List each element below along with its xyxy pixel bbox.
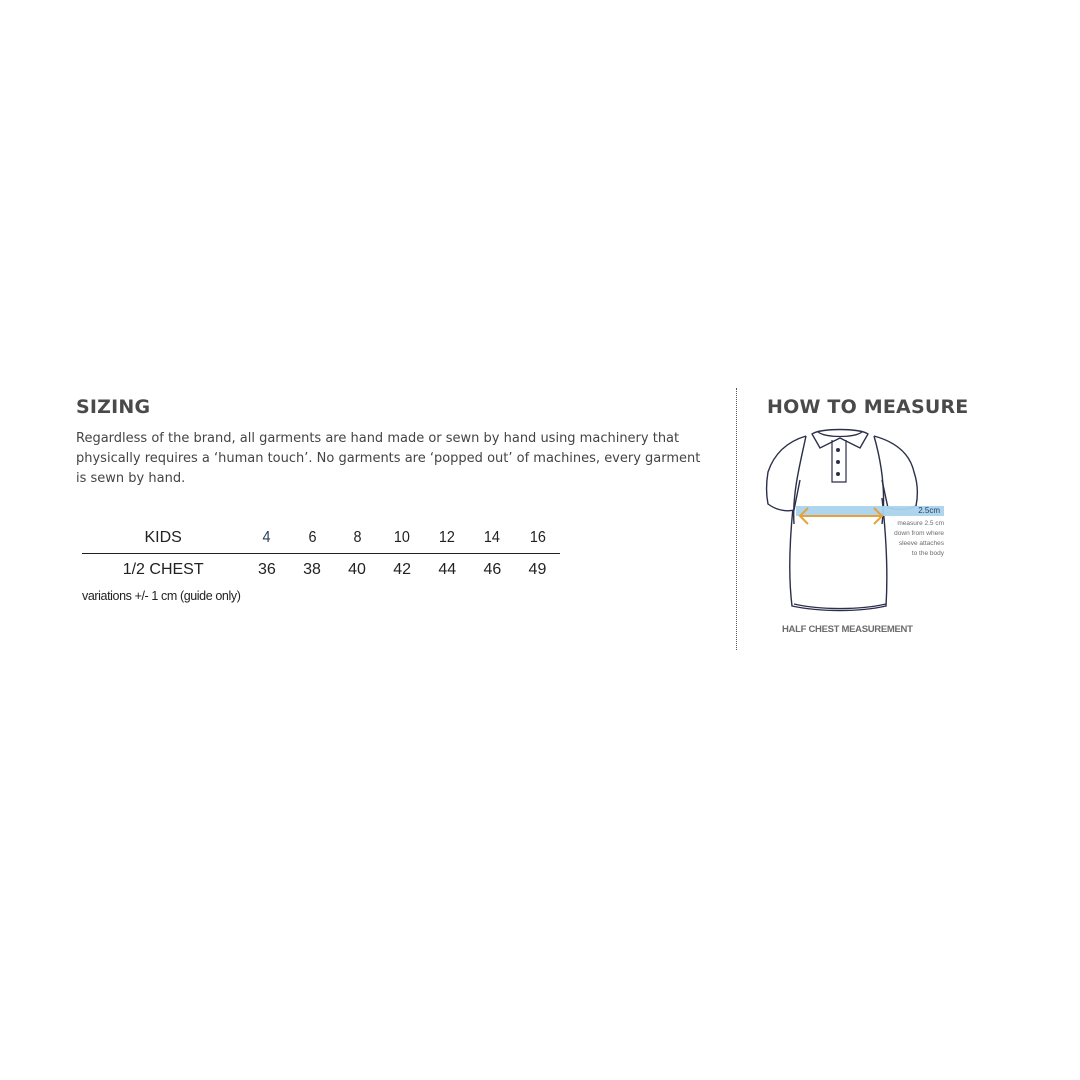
- sizing-description: Regardless of the brand, all garments are hand made or sewn by hand using machinery that physically requires a ‘human touch’. No garments are ‘popped out’ of machines, every garment is sewn by hand.: [76, 431, 701, 486]
- measure-instruction-line: to the body: [911, 550, 944, 557]
- chest-row: [82, 554, 560, 586]
- size-variation-note: variations +/- 1 cm (guide only): [82, 589, 241, 603]
- size-header-cell: 6: [307, 528, 316, 546]
- size-header-cell: 4: [262, 528, 271, 546]
- size-header-cell: 16: [529, 528, 546, 546]
- chest-value-cell: 40: [348, 560, 366, 578]
- size-header-row: [82, 522, 560, 554]
- measure-instruction-line: sleeve attaches: [898, 540, 944, 547]
- chest-value-cell: 44: [438, 560, 457, 578]
- measure-offset-label: 2.5cm: [918, 506, 940, 515]
- measure-title: HOW TO MEASURE: [767, 396, 969, 418]
- chest-value-cell: 36: [257, 560, 276, 578]
- measure-instruction-line: down from where: [894, 530, 944, 537]
- size-header-cell: 12: [439, 528, 456, 546]
- measure-caption: HALF CHEST MEASUREMENT: [782, 624, 913, 635]
- chest-value-cell: 38: [303, 560, 321, 578]
- size-header-cell: 10: [394, 528, 411, 546]
- size-header-cell: 8: [353, 528, 362, 546]
- shirt-button: [836, 448, 840, 452]
- size-table: [82, 522, 560, 585]
- measure-instruction-line: measure 2.5 cm: [897, 520, 944, 527]
- chest-value-cell: 46: [483, 560, 502, 578]
- chest-value-cell: 49: [528, 560, 547, 578]
- chest-value-cell: 42: [393, 560, 412, 578]
- shirt-collar: [812, 430, 868, 449]
- shirt-button: [836, 472, 840, 476]
- shirt-button: [836, 460, 840, 464]
- sizing-title: SIZING: [76, 396, 151, 418]
- section-divider: [736, 388, 737, 650]
- size-header-label: KIDS: [82, 522, 244, 554]
- chest-row-label: 1/2 CHEST: [122, 560, 204, 578]
- polo-shirt-diagram-icon: [760, 424, 960, 620]
- size-header-cell: 14: [484, 528, 501, 546]
